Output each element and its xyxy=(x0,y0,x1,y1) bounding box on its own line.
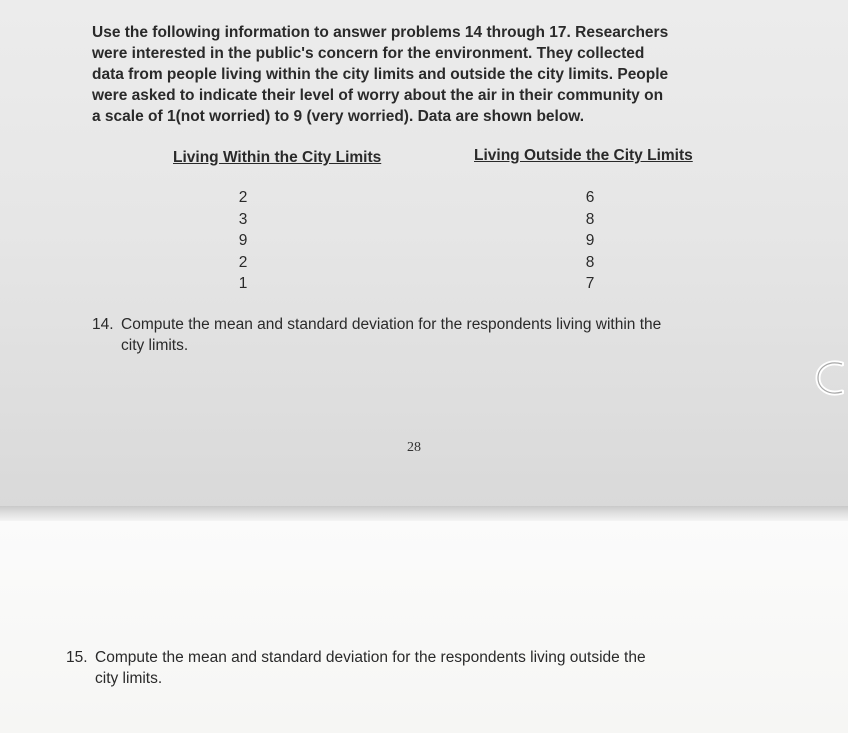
intro-line: were interested in the public's concern for the environment. They collected xyxy=(92,45,645,62)
question-text-continued: city limits. xyxy=(95,670,163,687)
intro-line: a scale of 1(not worried) to 9 (very worried). Data are shown below. xyxy=(92,108,585,125)
intro-line: were asked to indicate their level of worry about the air in their community on xyxy=(92,87,664,104)
question-text: Compute the mean and standard deviation for the respondents living within the xyxy=(121,316,662,333)
page-number: 28 xyxy=(407,440,421,455)
data-value: 7 xyxy=(585,275,595,292)
question-text-continued: city limits. xyxy=(121,337,189,354)
data-value: 1 xyxy=(238,275,248,292)
data-value: 6 xyxy=(585,189,595,206)
question-text: Compute the mean and standard deviation for the respondents living outside the xyxy=(95,649,646,666)
question-14 xyxy=(92,314,661,356)
intro-line: Use the following information to answer problems 14 through 17. Researchers xyxy=(92,24,669,41)
data-value: 9 xyxy=(585,232,595,249)
data-value: 8 xyxy=(585,210,595,228)
outside-city-values xyxy=(580,187,600,295)
outside-city-heading: Living Outside the City Limits xyxy=(474,147,693,164)
data-value: 9 xyxy=(238,232,248,249)
question-number: 14. xyxy=(92,316,114,333)
question-15 xyxy=(66,647,646,689)
intro-line: data from people living within the city limits and outside the city limits. People xyxy=(92,66,669,83)
question-number: 15. xyxy=(66,649,88,666)
data-value: 2 xyxy=(238,253,248,271)
within-city-heading: Living Within the City Limits xyxy=(173,149,382,166)
data-value: 2 xyxy=(238,189,248,206)
binder-ring-icon xyxy=(812,358,844,398)
worksheet-page-bottom xyxy=(0,521,848,733)
data-value: 8 xyxy=(585,253,595,271)
within-city-values xyxy=(233,187,253,295)
data-value: 3 xyxy=(238,210,248,228)
problem-intro xyxy=(92,22,782,127)
page-seam xyxy=(0,506,848,522)
